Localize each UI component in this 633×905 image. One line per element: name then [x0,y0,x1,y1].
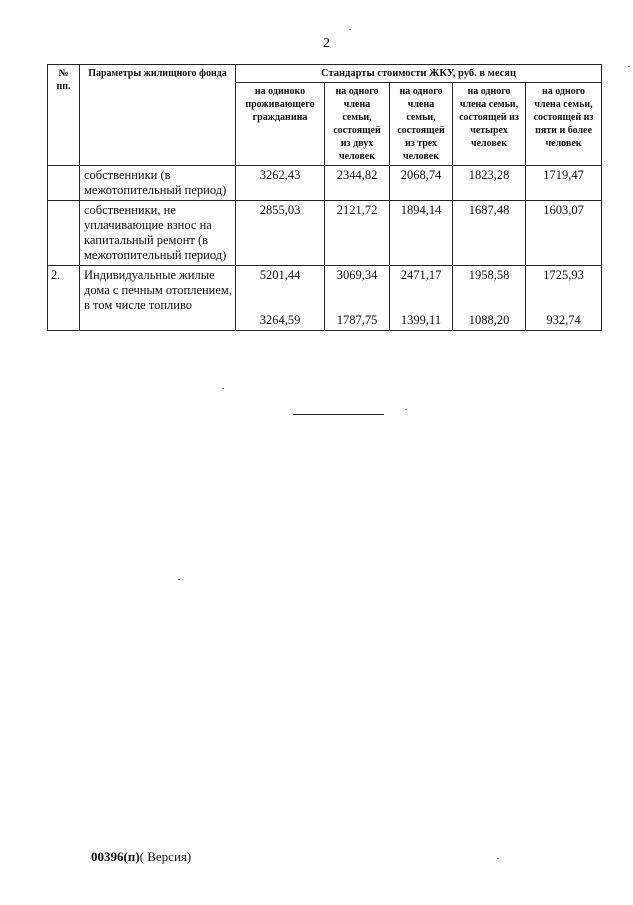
page-number: 2 [323,36,330,51]
subheader-single: на одиноко проживающего гражданина [236,83,325,166]
value-single: 5201,44 [259,268,301,282]
scan-speck [405,409,407,410]
scan-speck [497,858,499,859]
value-five-plus-person: 1719,47 [526,166,602,201]
row-number [48,166,80,201]
value-five-plus-person: 1603,07 [526,201,602,266]
value-two-person: 2344,82 [325,166,390,201]
tariff-standards-table [47,64,602,331]
row-param: Индивидуальные жилые дома с печным отоплением, в том числе топливо [80,266,236,331]
value-three-person-fuel: 1399,11 [400,313,442,327]
document-code-number: 00396(п) [91,849,140,864]
header-group: Стандарты стоимости ЖКУ, руб. в месяц [236,65,602,83]
value-four-person-cell [453,266,526,331]
value-five-plus-person-cell [526,266,602,331]
subheader-five-plus-person: на одного члена семьи, состоящей из пяти и более человек [526,83,602,166]
end-of-document-rule [293,414,384,415]
subheader-four-person: на одного члена семьи, состоящей из четырех человек [453,83,526,166]
value-four-person: 1687,48 [453,201,526,266]
header-number: № пп. [48,65,80,166]
value-two-person-cell [325,266,390,331]
value-five-plus-person-fuel: 932,74 [546,313,581,327]
subheader-three-person: на одного члена семьи, состоящей из трех человек [390,83,453,166]
row-number [48,201,80,266]
document-code [91,849,191,865]
value-four-person: 1958,58 [468,268,510,282]
value-four-person: 1823,28 [453,166,526,201]
value-three-person: 2068,74 [390,166,453,201]
value-two-person: 2121,72 [325,201,390,266]
table-row [48,266,602,331]
table-row [48,201,602,266]
header-params: Параметры жилищного фонда [80,65,236,166]
value-single: 3262,43 [236,166,325,201]
value-single-fuel: 3264,59 [259,313,301,327]
document-code-suffix: ( Версия) [139,849,192,864]
scan-speck [222,388,224,389]
row-number: 2. [48,266,80,331]
value-two-person: 3069,34 [336,268,378,282]
value-five-plus-person: 1725,93 [543,268,584,282]
value-three-person-cell [390,266,453,331]
scan-speck [349,29,351,30]
value-single: 2855,03 [236,201,325,266]
table-row [48,166,602,201]
value-three-person: 1894,14 [390,201,453,266]
subheader-two-person: на одного члена семьи, состоящей из двух человек [325,83,390,166]
scan-speck [628,66,630,67]
value-four-person-fuel: 1088,20 [468,313,510,327]
table-header-row [48,65,602,83]
row-param: собственники, не уплачивающие взнос на капитальный ремонт (в межотопительный период) [80,201,236,266]
value-two-person-fuel: 1787,75 [336,313,378,327]
value-single-cell [236,266,325,331]
scan-speck [178,579,180,580]
row-param: собственники (в межотопительный период) [80,166,236,201]
value-three-person: 2471,17 [400,268,442,282]
